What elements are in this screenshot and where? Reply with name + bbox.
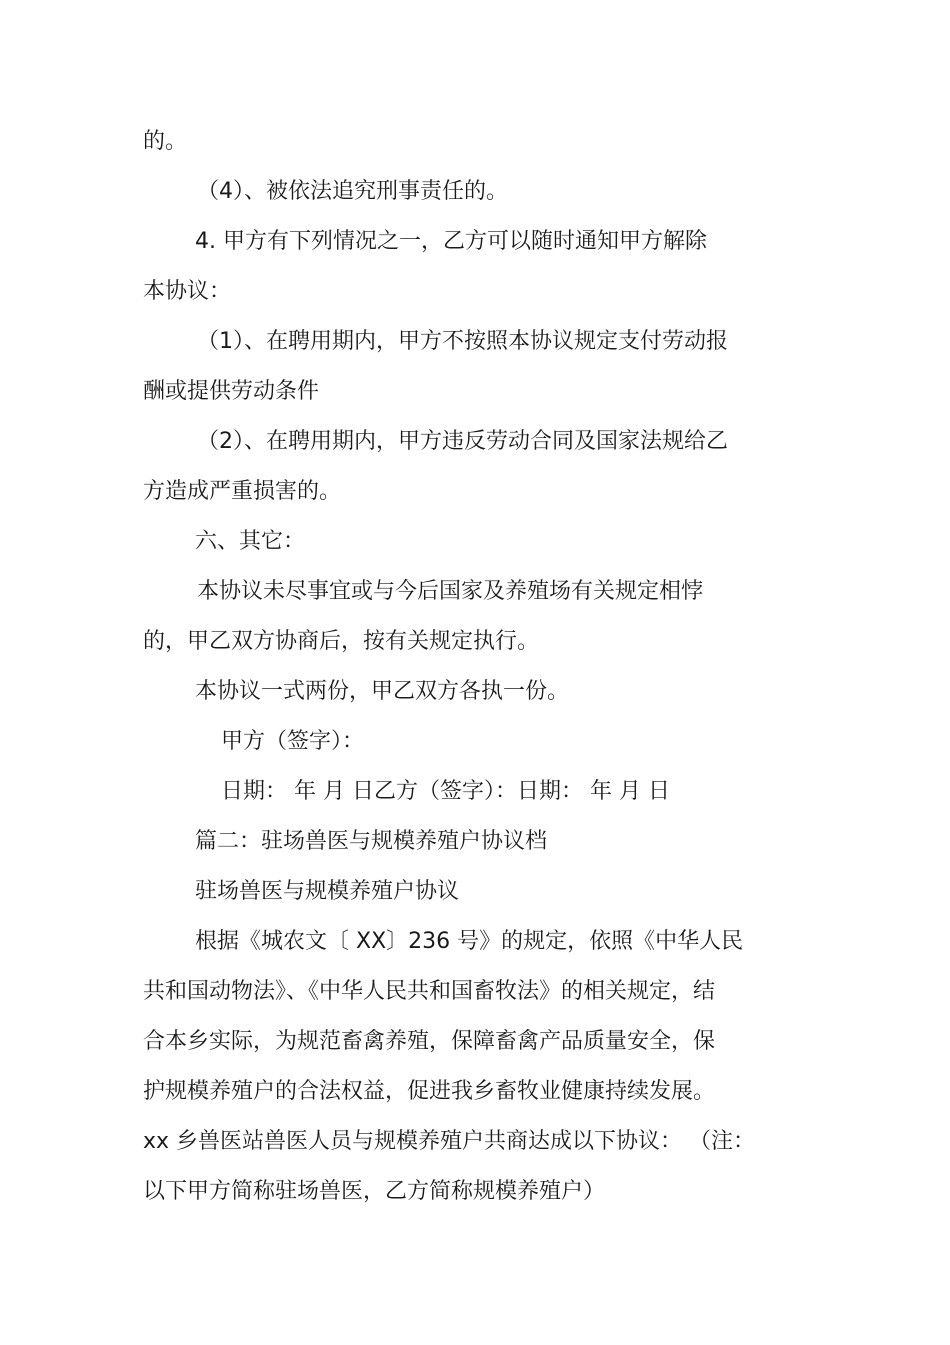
- signature-dates-line: 日期： 年 月 日乙方（签字）：日期： 年 月 日: [221, 779, 670, 804]
- signature-party-a: 甲方（签字）：: [221, 729, 365, 754]
- text-line-19: 合本乡实际，为规范畜禽养殖，保障畜禽产品质量安全，保: [143, 1029, 716, 1054]
- text-line-3: 4. 甲方有下列情况之一，乙方可以随时通知甲方解除: [195, 229, 707, 254]
- text-line-10: 本协议未尽事宜或与今后国家及养殖场有关规定相悖: [197, 579, 704, 604]
- text-line-18: 共和国动物法》、《中华人民共和国畜牧法》的相关规定，结: [143, 979, 716, 1004]
- text-line-4: 本协议：: [143, 279, 232, 304]
- text-line-2: （4）、被依法追究刑事责任的。: [197, 179, 508, 204]
- text-line-8: 方造成严重损害的。: [143, 479, 342, 504]
- text-line-21: xx 乡兽医站兽医人员与规模养殖户共商达成以下协议： （注：: [143, 1129, 756, 1154]
- text-line-7: （2）、在聘用期内，甲方违反劳动合同及国家法规给乙: [197, 429, 728, 454]
- text-line-5: （1）、在聘用期内，甲方不按照本协议规定支付劳动报: [197, 329, 728, 354]
- text-line-17: 根据《城农文〔 XX〕236 号》的规定，依照《中华人民: [195, 929, 744, 954]
- section-heading-other: 六、其它：: [195, 529, 306, 554]
- section-heading-part-two: 篇二：驻场兽医与规模养殖户协议档: [195, 829, 548, 854]
- text-line-6: 酬或提供劳动条件: [143, 379, 320, 404]
- text-line-11: 的，甲乙双方协商后，按有关规定执行。: [143, 629, 540, 654]
- text-line-22: 以下甲方简称驻场兽医，乙方简称规模养殖户）: [143, 1179, 606, 1204]
- text-line-12: 本协议一式两份，甲乙双方各执一份。: [195, 679, 570, 704]
- agreement-title: 驻场兽医与规模养殖户协议: [195, 879, 460, 904]
- text-line-1: 的。: [143, 129, 188, 154]
- text-line-20: 护规模养殖户的合法权益，促进我乡畜牧业健康持续发展。: [143, 1079, 716, 1104]
